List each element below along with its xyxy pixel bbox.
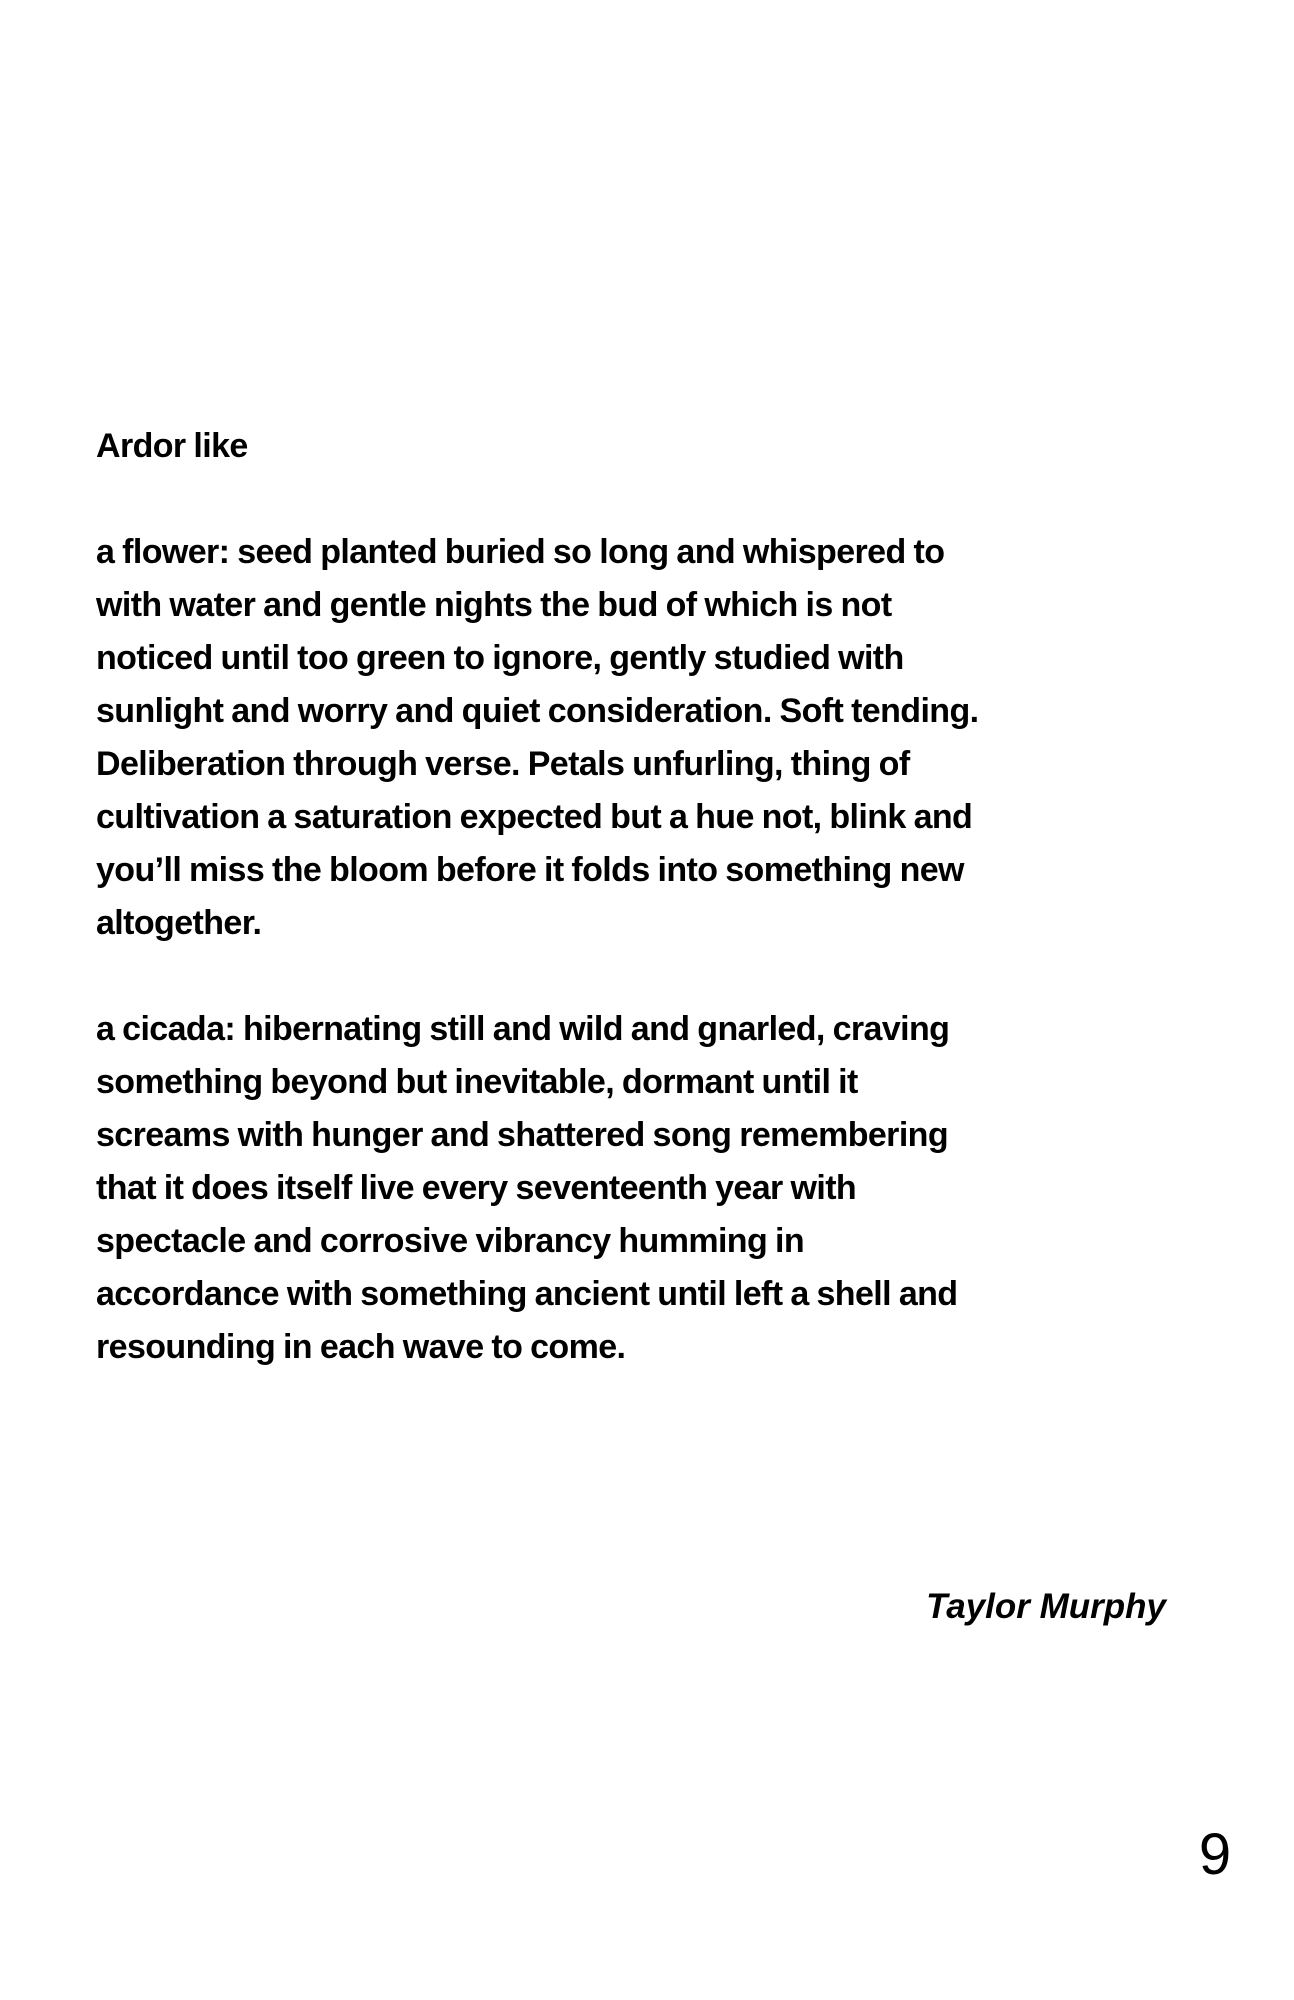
poem-line: a cicada: hibernating still and wild and gnarled, craving <box>96 1010 950 1048</box>
poem-line: cultivation a saturation expected but a hue not, blink and <box>96 798 973 836</box>
page-number: 9 <box>1198 1822 1232 1887</box>
poem-line: Deliberation through verse. Petals unfurling, thing of <box>96 745 910 783</box>
poem <box>96 420 1226 1427</box>
poem-line: screams with hunger and shattered song remembering <box>96 1116 949 1154</box>
poem-line: sunlight and worry and quiet consideration. Soft tending. <box>96 692 979 730</box>
poem-line: resounding in each wave to come. <box>96 1328 626 1366</box>
stanza-flower <box>96 526 1226 950</box>
poem-line: accordance with something ancient until left a shell and <box>96 1275 958 1313</box>
poem-line: something beyond but inevitable, dormant until it <box>96 1063 858 1101</box>
poem-line: with water and gentle nights the bud of which is not <box>96 586 892 624</box>
poem-line: spectacle and corrosive vibrancy humming in <box>96 1222 805 1260</box>
author-byline: Taylor Murphy <box>926 1587 1166 1626</box>
poem-title: Ardor like <box>96 427 248 465</box>
poem-line: altogether. <box>96 904 262 942</box>
poem-line: that it does itself live every seventeenth year with <box>96 1169 857 1207</box>
poem-line: noticed until too green to ignore, gently studied with <box>96 639 904 677</box>
stanza-cicada <box>96 1003 1226 1374</box>
poem-line: you’ll miss the bloom before it folds into something new <box>96 851 964 889</box>
poem-line: a flower: seed planted buried so long and whispered to <box>96 533 945 571</box>
